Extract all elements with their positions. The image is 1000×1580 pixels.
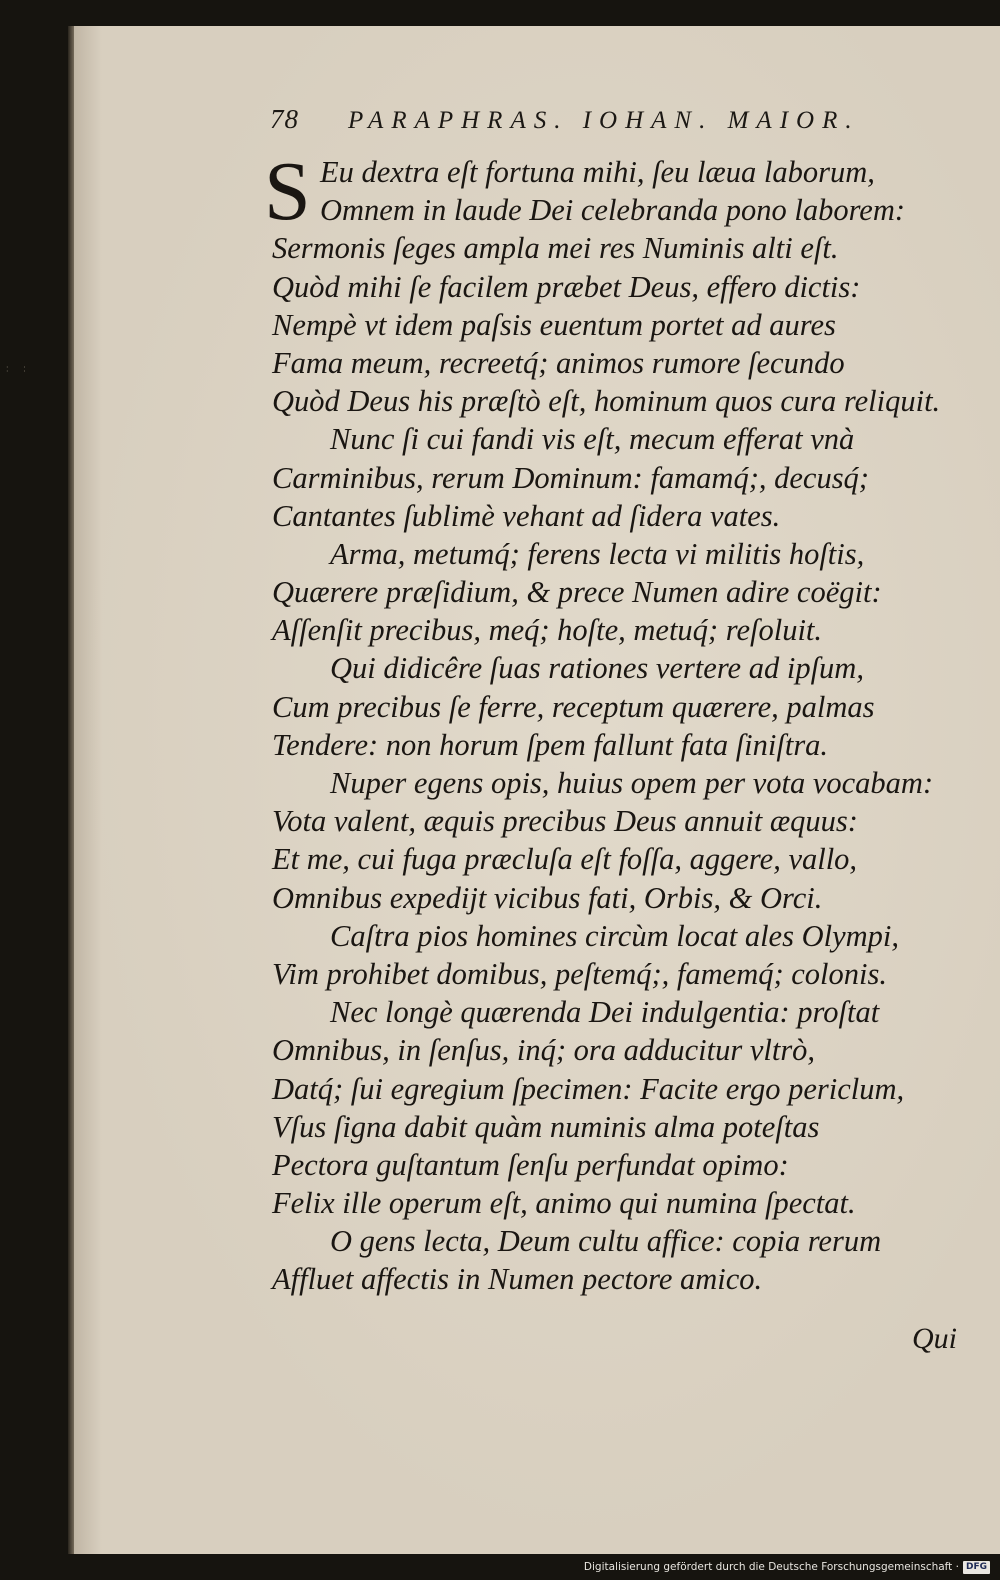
verse-line: Quòd Deus his præſtò eſt, hominum quos cura reliquit. — [272, 384, 941, 419]
verse-line: Cantantes ſublimè vehant ad ſidera vates. — [272, 498, 781, 533]
verse-line: Eu dextra eſt fortuna mihi, ſeu læua laborum, — [320, 155, 875, 189]
verse-line: Fama meum, recreetq́; animos rumore ſecundo — [272, 345, 845, 380]
verse-line: Nunc ſi cui fandi vis eſt, mecum efferat vnà — [330, 422, 855, 457]
verse-line: Omnem in laude Dei celebranda pono laborem: — [320, 193, 906, 228]
verse-line: Quòd mihi ſe facilem præbet Deus, effero dictis: — [272, 269, 861, 304]
running-title: PARAPHRAS. IOHAN. MAIOR. — [348, 107, 860, 134]
verse-line: Caſtra pios homines circùm locat ales Olympi, — [330, 918, 900, 953]
catchword: Qui — [912, 1322, 957, 1355]
drop-initial: S — [264, 145, 311, 238]
verse-line: Felix ille operum eſt, animo qui numina ſpectat. — [272, 1186, 856, 1221]
verse-text — [272, 153, 992, 1299]
digitization-credit — [584, 1558, 990, 1576]
verse-line: Arma, metumq́; ferens lecta vi militis hoſtis, — [330, 536, 865, 571]
verse-line: Sermonis ſeges ampla mei res Numinis alti eſt. — [272, 231, 839, 266]
running-head — [270, 104, 910, 144]
page-number: 78 — [270, 104, 299, 134]
credit-text: Digitalisierung gefördert durch die Deutsche Forschungsgemeinschaft · — [583, 1561, 959, 1573]
verse-line: Cum precibus ſe ferre, receptum quærere, palmas — [272, 689, 875, 724]
verse-line: Vſus ſigna dabit quàm numinis alma poteſtas — [272, 1109, 820, 1144]
verse-line: Nec longè quærenda Dei indulgentia: proſtat — [330, 995, 880, 1030]
verse-line: Vota valent, æquis precibus Deus annuit æquus: — [272, 804, 858, 839]
verse-line: Et me, cui fuga præcluſa eſt foſſa, aggere, vallo, — [272, 842, 858, 877]
verse-line: Pectora guſtantum ſenſu perfundat opimo: — [272, 1147, 789, 1182]
verse-line: Affluet affectis in Numen pectore amico. — [272, 1262, 763, 1297]
verse-line: Datq́; ſui egregium ſpecimen: Facite ergo periclum, — [272, 1071, 905, 1106]
verse-line: Nuper egens opis, huius opem per vota vocabam: — [330, 766, 934, 800]
dfg-logo: DFG — [963, 1561, 990, 1574]
verse-line: Qui didicêre ſuas rationes vertere ad ipſum, — [330, 651, 864, 686]
verse-line: O gens lecta, Deum cultu affice: copia rerum — [330, 1224, 882, 1259]
verse-line: Nempè vt idem paſsis euentum portet ad aures — [272, 307, 836, 342]
verse-line: Vim prohibet domibus, peſtemq́;, famemq́; colonis. — [272, 956, 887, 991]
margin-specks: · · · · — [6, 363, 32, 376]
verse-line: Tendere: non horum ſpem fallunt fata ſiniſtra. — [272, 727, 829, 762]
verse-line: Omnibus expedijt vicibus fati, Orbis, & Orci. — [272, 880, 823, 915]
verse-line: Aſſenſit precibus, meq́; hoſte, metuq́; reſoluit. — [272, 613, 823, 648]
verse-line: Carminibus, rerum Dominum: famamq́;, decusq́; — [272, 460, 869, 495]
verse-line: Quærere præſidium, & prece Numen adire coëgit: — [272, 575, 882, 610]
verse-line: Omnibus, in ſenſus, inq́; ora adducitur vltrò, — [272, 1033, 816, 1068]
